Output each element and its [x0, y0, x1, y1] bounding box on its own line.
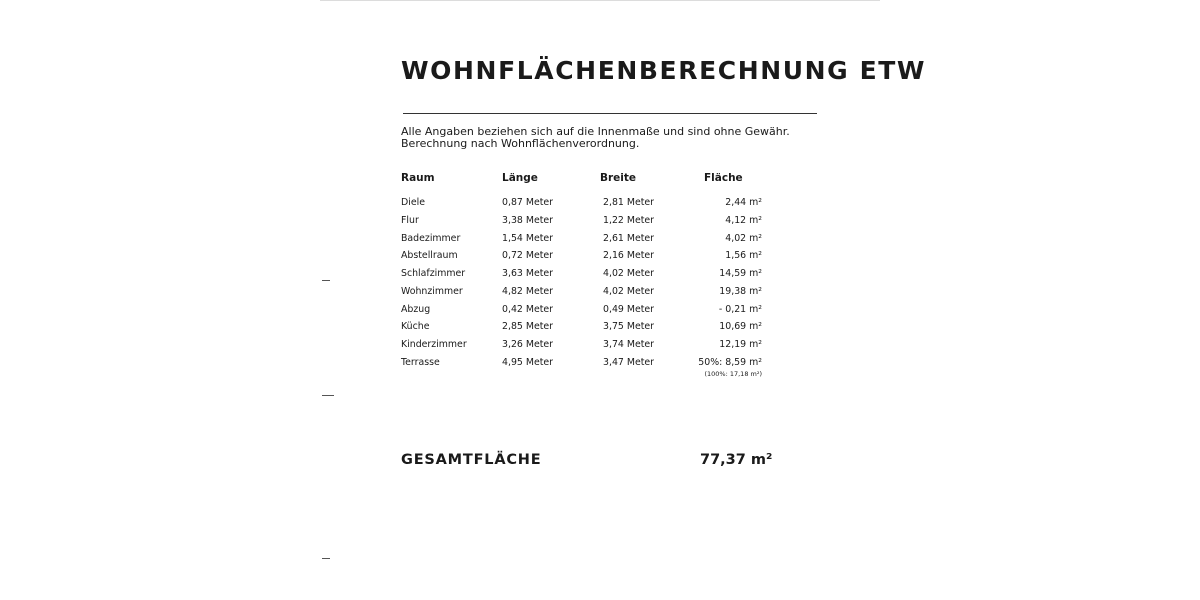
total-value: 77,37 m² [700, 452, 773, 468]
header-laenge: Länge [502, 172, 538, 184]
cell-breite: 4,02 Meter [603, 268, 655, 279]
margin-mark [322, 280, 330, 281]
disclaimer-line: Alle Angaben beziehen sich auf die Innenmaße und sind ohne Gewähr. [401, 125, 790, 138]
cell-flaeche: 4,02 m² [725, 233, 762, 244]
cell-flaeche-note: (100%: 17,18 m²) [704, 370, 762, 378]
margin-mark [322, 395, 334, 396]
cell-flaeche: 19,38 m² [719, 286, 762, 297]
cell-breite: 2,61 Meter [603, 233, 655, 244]
table-row [401, 286, 781, 303]
table-row [401, 250, 781, 267]
title-underline [403, 113, 817, 114]
disclaimer-note [401, 126, 821, 150]
cell-breite: 0,49 Meter [603, 304, 655, 315]
cell-flaeche: 1,56 m² [725, 250, 762, 261]
cell-laenge: 3,63 Meter [502, 268, 554, 279]
top-divider [320, 0, 880, 1]
header-flaeche: Fläche [704, 172, 743, 184]
cell-breite: 2,16 Meter [603, 250, 655, 261]
cell-breite: 3,75 Meter [603, 321, 655, 332]
total-label: GESAMTFLÄCHE [401, 452, 542, 468]
cell-breite: 2,81 Meter [603, 197, 655, 208]
cell-laenge: 3,26 Meter [502, 339, 554, 350]
disclaimer-line: Berechnung nach Wohnflächenverordnung. [401, 137, 640, 150]
cell-laenge: 3,38 Meter [502, 215, 554, 226]
cell-breite: 4,02 Meter [603, 286, 655, 297]
cell-raum: Schlafzimmer [401, 268, 466, 279]
cell-raum: Kinderzimmer [401, 339, 467, 350]
cell-raum: Wohnzimmer [401, 286, 463, 297]
cell-flaeche: 4,12 m² [725, 215, 762, 226]
cell-raum: Diele [401, 197, 425, 208]
cell-raum: Küche [401, 321, 430, 332]
table-row [401, 357, 781, 381]
cell-raum: Badezimmer [401, 233, 461, 244]
cell-laenge: 2,85 Meter [502, 321, 554, 332]
cell-flaeche: 10,69 m² [719, 321, 762, 332]
cell-raum: Terrasse [401, 357, 440, 368]
table-row [401, 268, 781, 285]
cell-breite: 1,22 Meter [603, 215, 655, 226]
table-row [401, 321, 781, 338]
cell-breite: 3,74 Meter [603, 339, 655, 350]
cell-laenge: 4,95 Meter [502, 357, 554, 368]
table-row [401, 339, 781, 356]
table-row [401, 233, 781, 250]
table-row [401, 215, 781, 232]
cell-flaeche: 12,19 m² [719, 339, 762, 350]
page-title: WOHNFLÄCHENBERECHNUNG ETW [401, 56, 927, 85]
header-breite: Breite [600, 172, 637, 184]
table-row [401, 304, 781, 321]
cell-laenge: 0,72 Meter [502, 250, 554, 261]
cell-flaeche: 50%: 8,59 m² [698, 357, 762, 368]
cell-laenge: 0,42 Meter [502, 304, 554, 315]
cell-flaeche: 2,44 m² [725, 197, 762, 208]
cell-laenge: 1,54 Meter [502, 233, 554, 244]
cell-flaeche: 14,59 m² [719, 268, 762, 279]
cell-breite: 3,47 Meter [603, 357, 655, 368]
table-row [401, 197, 781, 214]
cell-raum: Flur [401, 215, 419, 226]
header-raum: Raum [401, 172, 435, 184]
cell-flaeche: - 0,21 m² [718, 304, 762, 315]
cell-laenge: 4,82 Meter [502, 286, 554, 297]
cell-raum: Abstellraum [401, 250, 458, 261]
cell-laenge: 0,87 Meter [502, 197, 554, 208]
cell-raum: Abzug [401, 304, 431, 315]
margin-mark [322, 558, 330, 559]
